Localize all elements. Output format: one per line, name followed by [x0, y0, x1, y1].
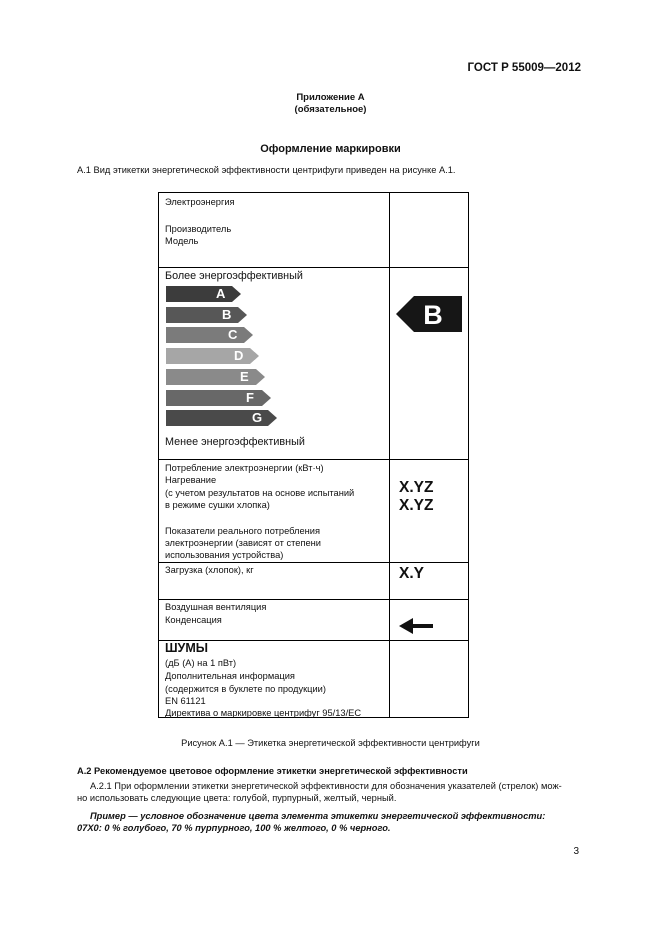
- paragraph-a1: А.1 Вид этикетки энергетической эффективности центрифуги приведен на рисунке А.1.: [77, 165, 456, 175]
- more-efficient-label: Более энергоэффективный: [165, 270, 303, 282]
- directive-reference: Директива о маркировке центрифуг 95/13/ЕС: [165, 708, 362, 718]
- ventilation-label: Воздушная вентиляция: [165, 602, 267, 612]
- noise-title: ШУМЫ: [165, 641, 208, 655]
- standard-reference: EN 61121: [165, 696, 206, 706]
- section-a2-title: А.2 Рекомендуемое цветовое оформление этикетки энергетической эффективности: [77, 766, 468, 776]
- example-line2: 07X0: 0 % голубого, 70 % пурпурного, 100 % желтого, 0 % черного.: [77, 823, 391, 833]
- standard-number: ГОСТ Р 55009—2012: [467, 62, 581, 74]
- label-electricity: Электроэнергия: [165, 197, 235, 207]
- less-efficient-label: Менее энергоэффективный: [165, 436, 305, 448]
- efficiency-bar-c: [166, 327, 253, 343]
- noise-unit: (дБ (А) на 1 пВт): [165, 658, 237, 668]
- efficiency-bar-b: [166, 307, 247, 323]
- efficiency-bar-a: [166, 286, 241, 302]
- condensation-label: Конденсация: [165, 615, 222, 625]
- efficiency-bar-letter: G: [252, 410, 263, 426]
- annex-title: Приложение А: [296, 92, 365, 103]
- real-consumption-2: электроэнергии (зависят от степени: [165, 538, 321, 548]
- consumption-title: Потребление электроэнергии (кВт·ч): [165, 463, 324, 473]
- label-divider: [159, 599, 468, 600]
- load-label: Загрузка (хлопок), кг: [165, 565, 254, 575]
- annex-status: (обязательное): [294, 104, 367, 115]
- label-divider: [159, 562, 468, 563]
- efficiency-bar-letter: F: [246, 389, 254, 405]
- efficiency-bar-letter: D: [234, 348, 244, 364]
- consumption-note-1: (с учетом результатов на основе испытаний: [165, 488, 355, 498]
- label-divider: [159, 459, 468, 460]
- paragraph-a21-line1: А.2.1 При оформлении этикетки энергетической эффективности для обозначения указателей (стрелок) мож-: [90, 781, 562, 791]
- efficiency-bar-d: [166, 348, 259, 364]
- additional-info-note: (содержится в буклете по продукции): [165, 684, 326, 694]
- section-title: Оформление маркировки: [260, 143, 401, 155]
- efficiency-bar-letter: C: [228, 327, 238, 343]
- label-divider: [159, 267, 468, 268]
- figure-caption: Рисунок А.1 — Этикетка энергетической эффективности центрифуги: [181, 738, 480, 748]
- class-indicator-letter: B: [423, 300, 443, 330]
- efficiency-bar-f: [166, 390, 271, 406]
- class-indicator-shape: [396, 296, 462, 332]
- additional-info: Дополнительная информация: [165, 671, 295, 681]
- real-consumption-3: использования устройства): [165, 550, 284, 560]
- example-line1: Пример — условное обозначение цвета элемента этикетки энергетической эффективности:: [90, 811, 546, 821]
- label-model: Модель: [165, 236, 199, 246]
- arrow-left-icon: [399, 618, 433, 634]
- label-divider-vertical: [389, 193, 390, 717]
- paragraph-a21-line2: но использовать следующие цвета: голубой, пурпурный, желтый, черный.: [77, 793, 397, 803]
- consumption-value-1: X.YZ: [399, 479, 434, 496]
- efficiency-bar-e: [166, 369, 265, 385]
- consumption-value-2: X.YZ: [399, 497, 434, 514]
- efficiency-bar-letter: A: [216, 286, 226, 301]
- heating-label: Нагревание: [165, 475, 217, 485]
- efficiency-bar-g: [166, 410, 277, 426]
- efficiency-bar-letter: E: [240, 368, 249, 384]
- efficiency-bar-letter: B: [222, 306, 232, 322]
- class-indicator-arrow: [396, 296, 462, 332]
- label-manufacturer: Производитель: [165, 224, 232, 234]
- consumption-note-2: в режиме сушки хлопка): [165, 500, 270, 510]
- energy-label-figure: [158, 192, 469, 718]
- real-consumption-1: Показатели реального потребления: [165, 526, 321, 536]
- load-value: X.Y: [399, 565, 424, 582]
- page-number: 3: [573, 846, 579, 857]
